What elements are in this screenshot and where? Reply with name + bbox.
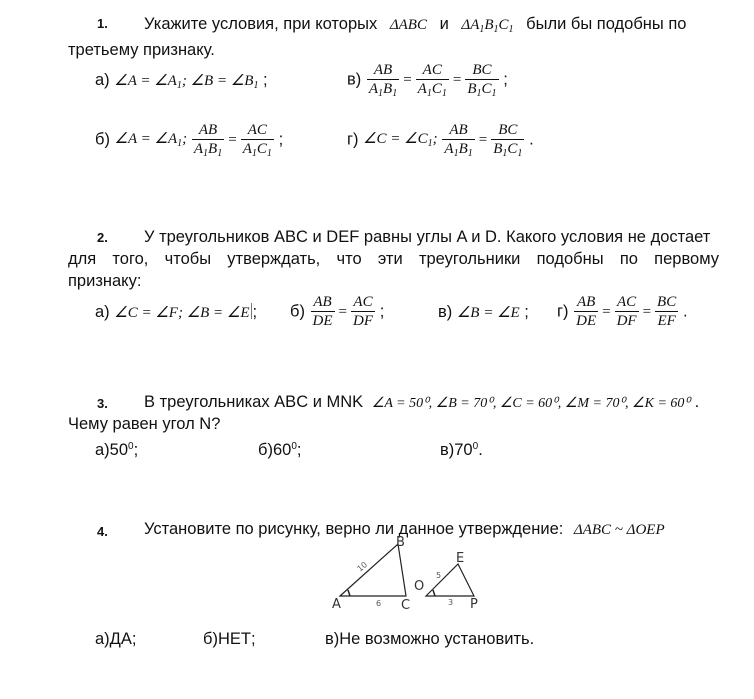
q2-line1: У треугольников ABC и DEF равны углы A и D. Какого условия не достает bbox=[144, 228, 711, 246]
q1-text-line1 bbox=[144, 14, 686, 35]
fig-side-op: 3 bbox=[448, 598, 454, 607]
q3-number: 3. bbox=[97, 396, 108, 411]
q2-line2: для того, чтобы утверждать, что эти треугольники подобны по первому bbox=[68, 250, 719, 268]
q1-option-b-label: б) bbox=[95, 130, 110, 149]
q3-angles: ∠A = 50⁰, ∠B = 70⁰, ∠C = 60⁰, ∠M = 70⁰, ∠K = 60⁰ bbox=[371, 396, 691, 411]
fig-side-ac: 6 bbox=[376, 599, 382, 608]
q2-option-g-label: г) bbox=[557, 302, 569, 321]
triangle-abc bbox=[340, 544, 406, 596]
q4-text: Установите по рисунку, верно ли данное утверждение: bbox=[144, 520, 564, 538]
q3-answer-a[interactable]: $а)50^0$; bbox=[95, 441, 139, 459]
q1-option-g-label: г) bbox=[347, 130, 359, 149]
q4-answer-b[interactable]: б)НЕТ; bbox=[203, 630, 256, 648]
angle-mark-o bbox=[433, 590, 435, 596]
q1-option-a[interactable]: а) ∠A = $\angle A_1$; ∠B = $\angle B_1$ ; bbox=[95, 71, 268, 91]
q2-option-g[interactable]: г) $\frac{AB}{DE}$ = $\frac{AC}{DF}$ = $\frac{BC}{EF}$ . bbox=[557, 294, 688, 329]
q1-text-part2: были бы подобны по bbox=[526, 15, 687, 33]
q4-statement: ΔABC ~ ΔOEP bbox=[573, 522, 665, 538]
fig-side-ab: 10 bbox=[355, 560, 370, 574]
q2-number: 2. bbox=[97, 230, 108, 245]
q1-option-v[interactable]: в) $\frac{AB}{A_1B_1}$ = $\frac{AC}{A_1C_1}$ = $\frac{BC}{B_1C_1}$ ; bbox=[347, 62, 508, 99]
q3-lead: В треугольниках ABC и MNK bbox=[144, 393, 364, 411]
fig-label: O bbox=[414, 579, 425, 594]
fig-label: C bbox=[401, 598, 411, 612]
q2-option-b-label: б) bbox=[290, 302, 305, 321]
q3-answer-b[interactable]: $б)60^0$; bbox=[258, 441, 302, 459]
q4-answer-v[interactable]: в)Не возможно установить. bbox=[325, 630, 535, 648]
q2-option-a[interactable]: а) ∠C = ∠F; ∠B = ∠E ; bbox=[95, 303, 258, 321]
fig-side-oe: 5 bbox=[436, 571, 442, 580]
q1-number: 1. bbox=[97, 16, 108, 31]
fig-label: E bbox=[456, 551, 465, 566]
q4-answer-a[interactable]: а)ДА; bbox=[95, 630, 137, 648]
q2-line3: признаку: bbox=[68, 272, 142, 290]
q1-triangle-a1b1c1: $\Delta A_1B_1C_1$ bbox=[461, 17, 514, 35]
q2-option-v-label: в) bbox=[438, 303, 453, 321]
q2-option-b[interactable]: б) $\frac{AB}{DE}$ = $\frac{AC}{DF}$ ; bbox=[290, 294, 385, 329]
q1-option-v-label: в) bbox=[347, 70, 362, 89]
q2-option-v[interactable]: в) ∠B = ∠E ; bbox=[438, 303, 529, 321]
fig-label: P bbox=[470, 597, 478, 612]
q3-line2: Чему равен угол N? bbox=[68, 415, 221, 433]
q1-triangle-abc: ΔABC bbox=[389, 17, 427, 33]
angle-mark-a bbox=[348, 590, 350, 596]
q1-option-a-label: а) bbox=[95, 71, 110, 89]
q2-option-a-label: а) bbox=[95, 303, 110, 321]
q3-line1: В треугольниках ABC и MNK ∠A = 50⁰, ∠B = 70⁰, ∠C = 60⁰, ∠M = 70⁰, ∠K = 60⁰ . bbox=[144, 393, 700, 411]
q1-text-line2: третьему признаку. bbox=[68, 41, 215, 59]
q3-answer-v[interactable]: $в)70^0$. bbox=[440, 441, 483, 459]
fig-label: B bbox=[396, 535, 405, 550]
fig-label: A bbox=[332, 597, 341, 612]
q1-option-g[interactable]: г) ∠C = $\angle C_1$; $\frac{AB}{A_1B_1}$ = $\frac{BC}{B_1C_1}$ . bbox=[347, 122, 534, 159]
q4-triangles-figure bbox=[330, 532, 490, 612]
q1-option-b[interactable]: б) ∠A = $\angle A_1$; $\frac{AB}{A_1B_1}$ = $\frac{AC}{A_1C_1}$ ; bbox=[95, 122, 284, 159]
q1-and: и bbox=[439, 15, 449, 33]
q4-number: 4. bbox=[97, 524, 108, 539]
q1-text-part1: Укажите условия, при которых bbox=[144, 15, 378, 33]
